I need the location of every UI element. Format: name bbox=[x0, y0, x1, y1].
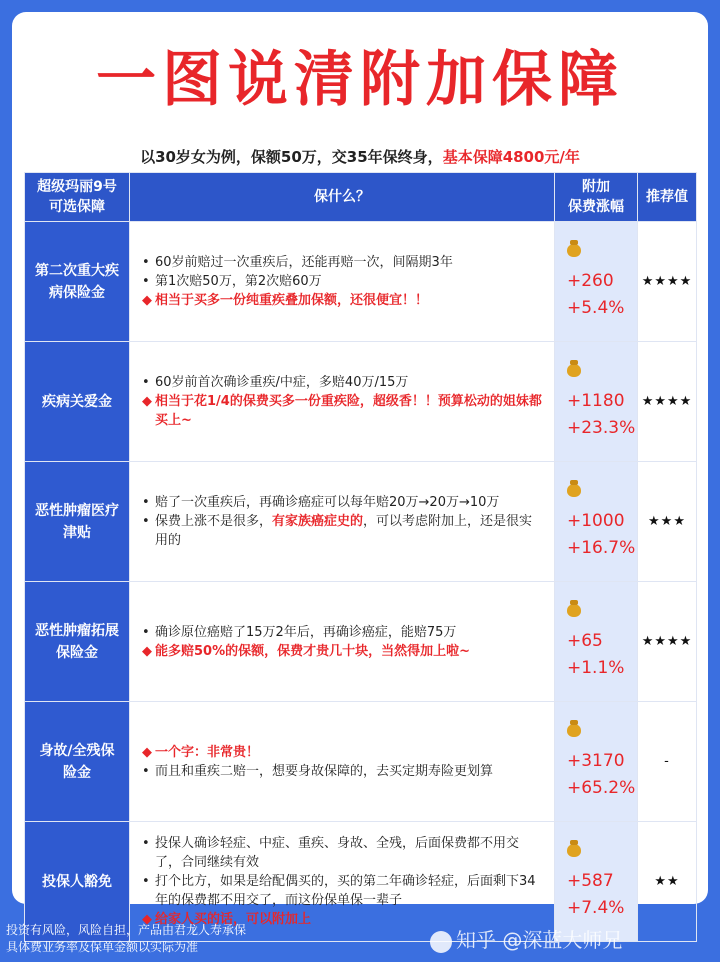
header-coverage: 保什么？ bbox=[130, 173, 555, 222]
bullet-item: • 赔了一次重疾后，再确诊癌症可以每年赔20万→20万→10万 bbox=[142, 495, 500, 510]
subtitle bbox=[12, 146, 708, 167]
header-fee-rise: 附加 保费涨幅 bbox=[555, 173, 638, 222]
option-name: 身故/全残保险金 bbox=[25, 702, 130, 822]
fee-amount: +1000 bbox=[567, 511, 625, 531]
zhihu-logo-icon bbox=[430, 931, 452, 953]
highlight-bullet: ◆ 相当于花1/4的保费买多一份重疾险，超级香！！预算松动的姐妹都买上~ bbox=[142, 394, 542, 428]
bullet-item: • 打个比方，如果是给配偶买的，买的第二年确诊轻症，后面剩下34年的保费都不用交了，而这份保单保一辈子 bbox=[142, 874, 536, 908]
bullet-item: • 而且和重疾二赔一，想要身故保障的，去买定期寿险更划算 bbox=[142, 763, 494, 779]
fee-amount: +65 bbox=[567, 631, 603, 651]
watermark-text: 知乎 @深蓝大师兄 bbox=[456, 928, 623, 952]
fee-rate: +7.4% bbox=[567, 898, 625, 918]
fee-rise-cell bbox=[555, 462, 638, 582]
table-header-row bbox=[25, 173, 697, 222]
highlight-bullet: ◆ 能多赔50%的保额，保费才贵几十块，当然得加上啦~ bbox=[142, 643, 471, 659]
fee-rise-cell bbox=[555, 582, 638, 702]
option-name: 恶性肿瘤拓展保险金 bbox=[25, 582, 130, 702]
fee-rate: +65.2% bbox=[567, 778, 636, 798]
header-option: 超级玛丽9号 可选保障 bbox=[25, 173, 130, 222]
fee-amount: +587 bbox=[567, 871, 614, 891]
coverage-description bbox=[130, 342, 555, 462]
highlight-bullet: ◆ 给家人买的话，可以附加上 bbox=[142, 912, 312, 927]
disclaimer bbox=[6, 922, 246, 956]
fee-rate: +16.7% bbox=[567, 538, 636, 558]
money-bag-icon bbox=[567, 604, 581, 617]
option-name: 投保人豁免 bbox=[25, 822, 130, 942]
bullet-item: • 60岁前首次确诊重疾/中症，多赔40万/15万 bbox=[142, 375, 409, 390]
bullet-item: • 确诊原位癌赔了15万2年后，再确诊癌症，能赔75万 bbox=[142, 624, 457, 640]
header-rating: 推荐值 bbox=[638, 173, 697, 222]
money-bag-icon bbox=[567, 844, 581, 857]
disclaimer-line: 具体费业务率及保单金额以实际为准 bbox=[6, 940, 199, 954]
fee-rise-cell bbox=[555, 222, 638, 342]
fee-rate: +1.1% bbox=[567, 658, 625, 678]
fee-rate: +5.4% bbox=[567, 298, 625, 318]
highlight-bullet: ◆ 一个字：非常贵！ bbox=[142, 744, 260, 760]
coverage-description bbox=[130, 582, 555, 702]
subtitle-highlight: 基本保障4800元/年 bbox=[442, 148, 580, 166]
rider-comparison-table bbox=[24, 172, 697, 942]
rating-stars: - bbox=[638, 702, 697, 822]
fee-rate: +23.3% bbox=[567, 418, 636, 438]
fee-amount: +1180 bbox=[567, 391, 625, 411]
rating-stars: ★★★ bbox=[638, 462, 697, 582]
coverage-description bbox=[130, 462, 555, 582]
bullet-item: • 60岁前赔过一次重疾后，还能再赔一次，间隔期3年 bbox=[142, 255, 453, 270]
fee-rise-cell bbox=[555, 702, 638, 822]
fee-rise-cell bbox=[555, 342, 638, 462]
bullet-item: • 投保人确诊轻症、中症、重疾、身故、全残，后面保费都不用交了，合同继续有效 bbox=[142, 836, 520, 870]
rating-stars: ★★★★ bbox=[638, 342, 697, 462]
fee-amount: +260 bbox=[567, 271, 614, 291]
rating-stars: ★★★★ bbox=[638, 222, 697, 342]
table-row bbox=[25, 462, 697, 582]
rating-stars: ★★★★ bbox=[638, 582, 697, 702]
subtitle-main: 以30岁女为例，保额50万，交35年保终身， bbox=[140, 148, 443, 166]
table-row bbox=[25, 222, 697, 342]
disclaimer-line: 投资有风险，风险自担，产品由君龙人寿承保 bbox=[6, 923, 247, 937]
coverage-description bbox=[130, 222, 555, 342]
infographic-card bbox=[12, 12, 708, 927]
money-bag-icon bbox=[567, 364, 581, 377]
page-title: 一图说清附加保障 bbox=[96, 45, 624, 115]
option-name: 疾病关爱金 bbox=[25, 342, 130, 462]
rating-stars: ★★ bbox=[638, 822, 697, 942]
money-bag-icon bbox=[567, 484, 581, 497]
table-row bbox=[25, 342, 697, 462]
table-row bbox=[25, 702, 697, 822]
watermark bbox=[430, 924, 622, 953]
money-bag-icon bbox=[567, 724, 581, 737]
highlight-bullet: ◆ 相当于买多一份纯重疾叠加保额，还很便宜！！ bbox=[142, 293, 429, 308]
option-name: 第二次重大疾病保险金 bbox=[25, 222, 130, 342]
money-bag-icon bbox=[567, 244, 581, 257]
coverage-description bbox=[130, 702, 555, 822]
table-row bbox=[25, 582, 697, 702]
bullet-item: • 第1次赔50万，第2次赔60万 bbox=[142, 274, 322, 289]
fee-amount: +3170 bbox=[567, 751, 625, 771]
option-name: 恶性肿瘤医疗津贴 bbox=[25, 462, 130, 582]
bullet-item: • 保费上涨不是很多，有家族癌症史的，可以考虑附加上，还是很实用的 bbox=[142, 514, 533, 548]
